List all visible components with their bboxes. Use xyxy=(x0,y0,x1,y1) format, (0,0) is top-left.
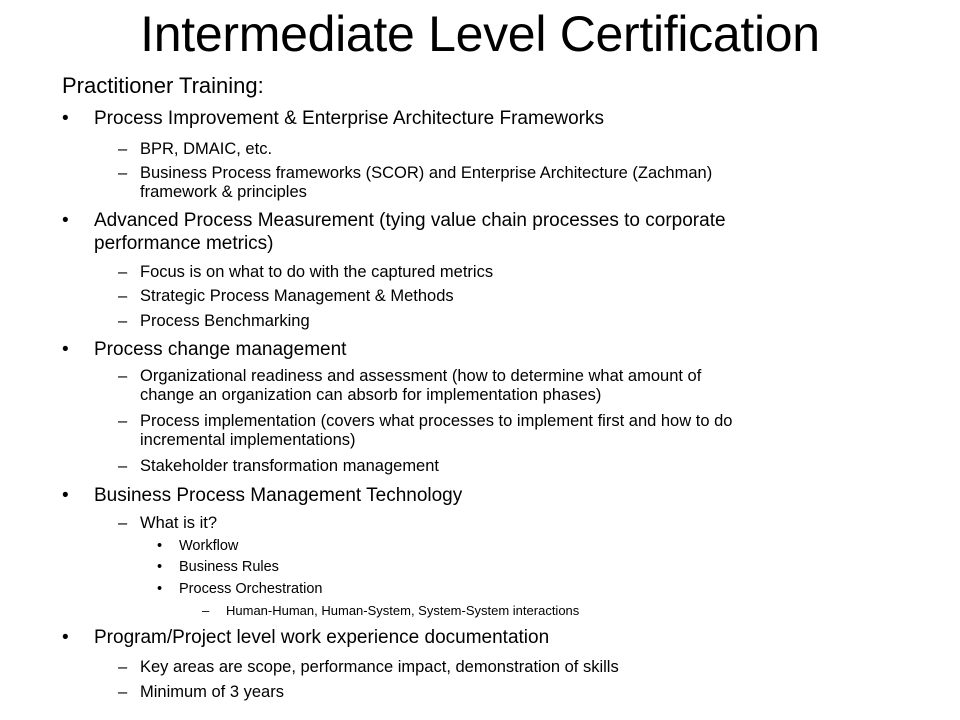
item-text: Workflow xyxy=(179,538,239,554)
item-text: Advanced Process Measurement (tying value chain processes to corporate xyxy=(94,210,726,231)
dash-marker: – xyxy=(118,287,128,305)
bullet-marker: • xyxy=(157,538,163,554)
item-text: performance metrics) xyxy=(94,233,274,254)
item-text: Stakeholder transformation management xyxy=(140,457,439,475)
item-text: Focus is on what to do with the captured metrics xyxy=(140,263,494,281)
dash-marker: – xyxy=(118,263,128,281)
item-text: Program/Project level work experience documentation xyxy=(94,627,550,648)
item-text: Human-Human, Human-System, System-System interactions xyxy=(226,603,580,618)
bullet-marker: • xyxy=(62,627,69,648)
item-text: Organizational readiness and assessment (how to determine what amount of xyxy=(140,367,702,385)
dash-marker: – xyxy=(118,658,128,676)
dash-marker: – xyxy=(118,164,128,182)
item-text: Process Improvement & Enterprise Architecture Frameworks xyxy=(94,108,605,129)
item-text: Key areas are scope, performance impact, demonstration of skills xyxy=(140,658,619,676)
item-text: Process Benchmarking xyxy=(140,312,310,330)
dash-marker: – xyxy=(118,683,128,701)
item-text: What is it? xyxy=(140,514,218,532)
section-heading: Practitioner Training: xyxy=(62,73,264,98)
bullet-marker: • xyxy=(62,339,69,360)
item-text: Process implementation (covers what processes to implement first and how to do xyxy=(140,412,733,430)
dash-marker: – xyxy=(118,412,128,430)
item-text: BPR, DMAIC, etc. xyxy=(140,140,273,158)
item-text: Minimum of 3 years xyxy=(140,683,284,701)
dash-marker: – xyxy=(118,312,128,330)
dash-marker: – xyxy=(202,603,210,618)
bullet-marker: • xyxy=(62,210,69,231)
dash-marker: – xyxy=(118,140,128,158)
item-text: framework & principles xyxy=(140,183,307,201)
bullet-marker: • xyxy=(157,559,163,575)
dash-marker: – xyxy=(118,457,128,475)
dash-marker: – xyxy=(118,367,128,385)
slide-title: Intermediate Level Certification xyxy=(140,6,820,62)
item-text: incremental implementations) xyxy=(140,431,356,449)
item-text: change an organization can absorb for implementation phases) xyxy=(140,386,602,404)
item-text: Business Rules xyxy=(179,559,279,575)
item-text: Strategic Process Management & Methods xyxy=(140,287,454,305)
item-text: Process Orchestration xyxy=(179,581,323,597)
bullet-marker: • xyxy=(62,485,69,506)
dash-marker: – xyxy=(118,514,128,532)
bullet-marker: • xyxy=(157,581,163,597)
item-text: Business Process Management Technology xyxy=(94,485,463,506)
bullet-marker: • xyxy=(62,108,69,129)
item-text: Process change management xyxy=(94,339,347,360)
item-text: Business Process frameworks (SCOR) and Enterprise Architecture (Zachman) xyxy=(140,164,713,182)
